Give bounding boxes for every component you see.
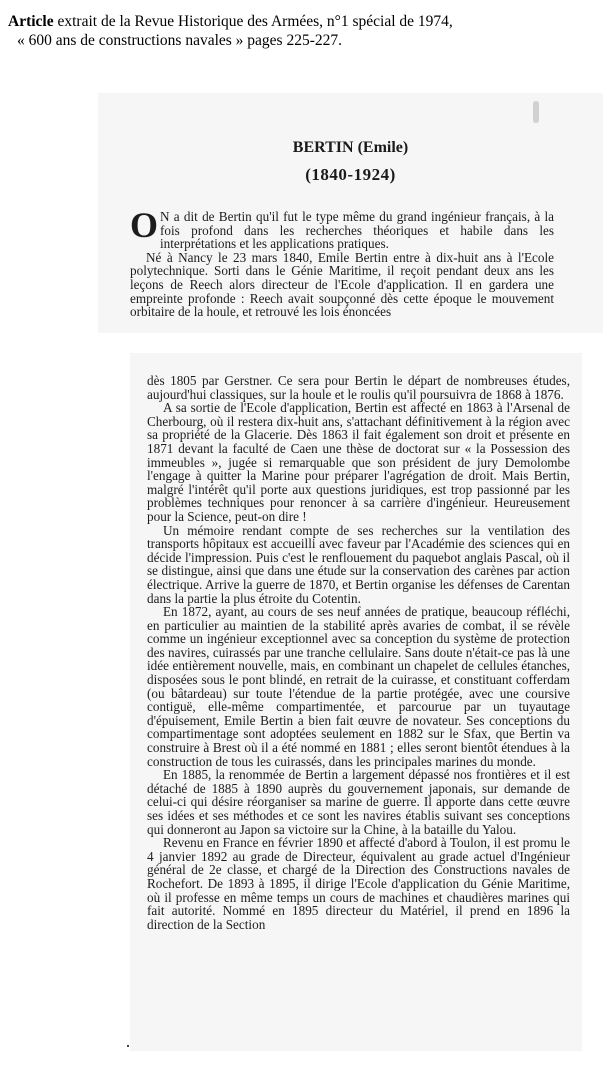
paragraph: Un mémoire rendant compte de ses recherches sur la ventilation des transports hôpitaux est accueilli avec faveur par l'Académie des sciences qui en décide l'impression. Puis c'est le renflouement du paquebot anglais Pascal, où il se distingue, ainsi que dans une étude sur la conservation des carènes par action électrique. Arrive la guerre de 1870, et Bertin organise les défenses de Carentan dans la partie la plus étroite du Cotentin.	[147, 522, 570, 606]
paragraph	[130, 205, 554, 252]
paragraph: En 1872, ayant, au cours de ses neuf années de pratique, beaucoup réfléchi, en particulier au maintien de la stabilité après avaries de combat, il se révèle comme un ingénieur exceptionnel avec sa conception du système de protection des navires, cuirassés par une tranche cellulaire. Sans doute n'était-ce pas là une idée entièrement nouvelle, mais, en combinant un chapelet de cellules étanches, disposées sous le pont blindé, en retrait de la cuirasse, et constituant cofferdam (ou bâtardeau) sur toute l'étendue de la partie protégée, avec une coursive contiguë, elle-même compartimentée, et parcourue par un tuyautage d'épuisement, Emile Bertin a bien fait œuvre de novateur. Ses conceptions du compartimentage sont adoptées seulement en 1882 sur le Sfax, que Bertin va construire à Brest où il a été nommé en 1881 ; elles seront bientôt étendues à la construction de tous les cuirassés, dans les principales marines du monde.	[147, 604, 570, 769]
scan-speck	[127, 1045, 129, 1047]
scanned-page-body	[130, 353, 582, 1051]
article-title: BERTIN (Emile)	[292, 139, 409, 156]
paragraph: Revenu en France en février 1890 et affecté d'abord à Toulon, il est promu le 4 janvier 1892 au grade de Directeur, équivalent au grade actuel d'Ingénieur général de 2e classe, et chargé de la Direction des Constructions navales de Rochefort. De 1893 à 1895, il dirige l'Ecole d'application du Génie Maritime, où il professe en même temps un cours de machines et chaudières marines qui fait autorité. Nommé en 1895 directeur du Matériel, il prend en 1896 la direction de la Section	[147, 835, 570, 932]
citation-line-1-text: extrait de la Revue Historique des Armées, n°1 spécial de 1974,	[53, 13, 453, 30]
scanned-page-top	[98, 93, 603, 333]
paragraph: dès 1805 par Gerstner. Ce sera pour Bertin le départ de nombreuses études, aujourd'hui classiques, sur la houle et le roulis qu'il poursuivra de 1868 à 1876.	[147, 373, 570, 402]
paragraph: En 1885, la renommée de Bertin a largement dépassé nos frontières et il est détaché de 1885 à 1890 auprès du gouvernement japonais, sur demande de celui-ci qui désire réorganiser sa marine de guerre. Il apporte dans cette œuvre ses idées et ses méthodes et ce sont les navires établis suivant ses conceptions qui donneront au Japon sa victoire sur la Chine, à la bataille du Yalou.	[147, 767, 570, 837]
citation-line-1	[8, 12, 453, 31]
citation-bold-word: Article	[8, 13, 54, 30]
article-body-text	[147, 374, 570, 931]
drop-cap: O	[130, 205, 159, 245]
source-citation	[8, 12, 453, 50]
article-dates: (1840-1924)	[305, 165, 396, 184]
scan-smudge	[533, 101, 539, 123]
citation-line-2: « 600 ans de constructions navales » pages 225-227.	[17, 32, 343, 49]
paragraph: Né à Nancy le 23 mars 1840, Emile Bertin entre à dix-huit ans à l'Ecole polytechnique. Sorti dans le Génie Maritime, il reçoit pendant deux ans les leçons de Reech alors directeur de l'Ecole d'application. Il en gardera une empreinte profonde : Reech avait soupçonné dès cette époque le mouvement orbitaire de la houle, et retrouvé les lois énoncées	[130, 249, 554, 320]
article-intro-text	[130, 205, 554, 320]
paragraph: A sa sortie de l'Ecole d'application, Bertin est affecté en 1863 à l'Arsenal de Cherbourg, où il restera dix-huit ans, s'attachant définitivement à la région avec sa propriété de la Glacerie. Dès 1863 il fait également son droit et présente en 1871 devant la faculté de Caen une thèse de doctorat sur « la Possession des immeubles », jugée si remarquable que son président de jury Demolombe l'engage à quitter la Marine pour préparer l'agrégation de droit. Mais Bertin, malgré l'intérêt qu'il porte aux questions juridiques, est trop passionné par les problèmes techniques pour renoncer à sa carrière d'ingénieur. Heureusement pour la Science, peut-on dire !	[147, 400, 570, 524]
paragraph-text: N a dit de Bertin qu'il fut le type même du grand ingénieur français, à la fois profond dans les recherches théoriques et habile dans les interprétations et les applications pratiques.	[160, 209, 554, 252]
